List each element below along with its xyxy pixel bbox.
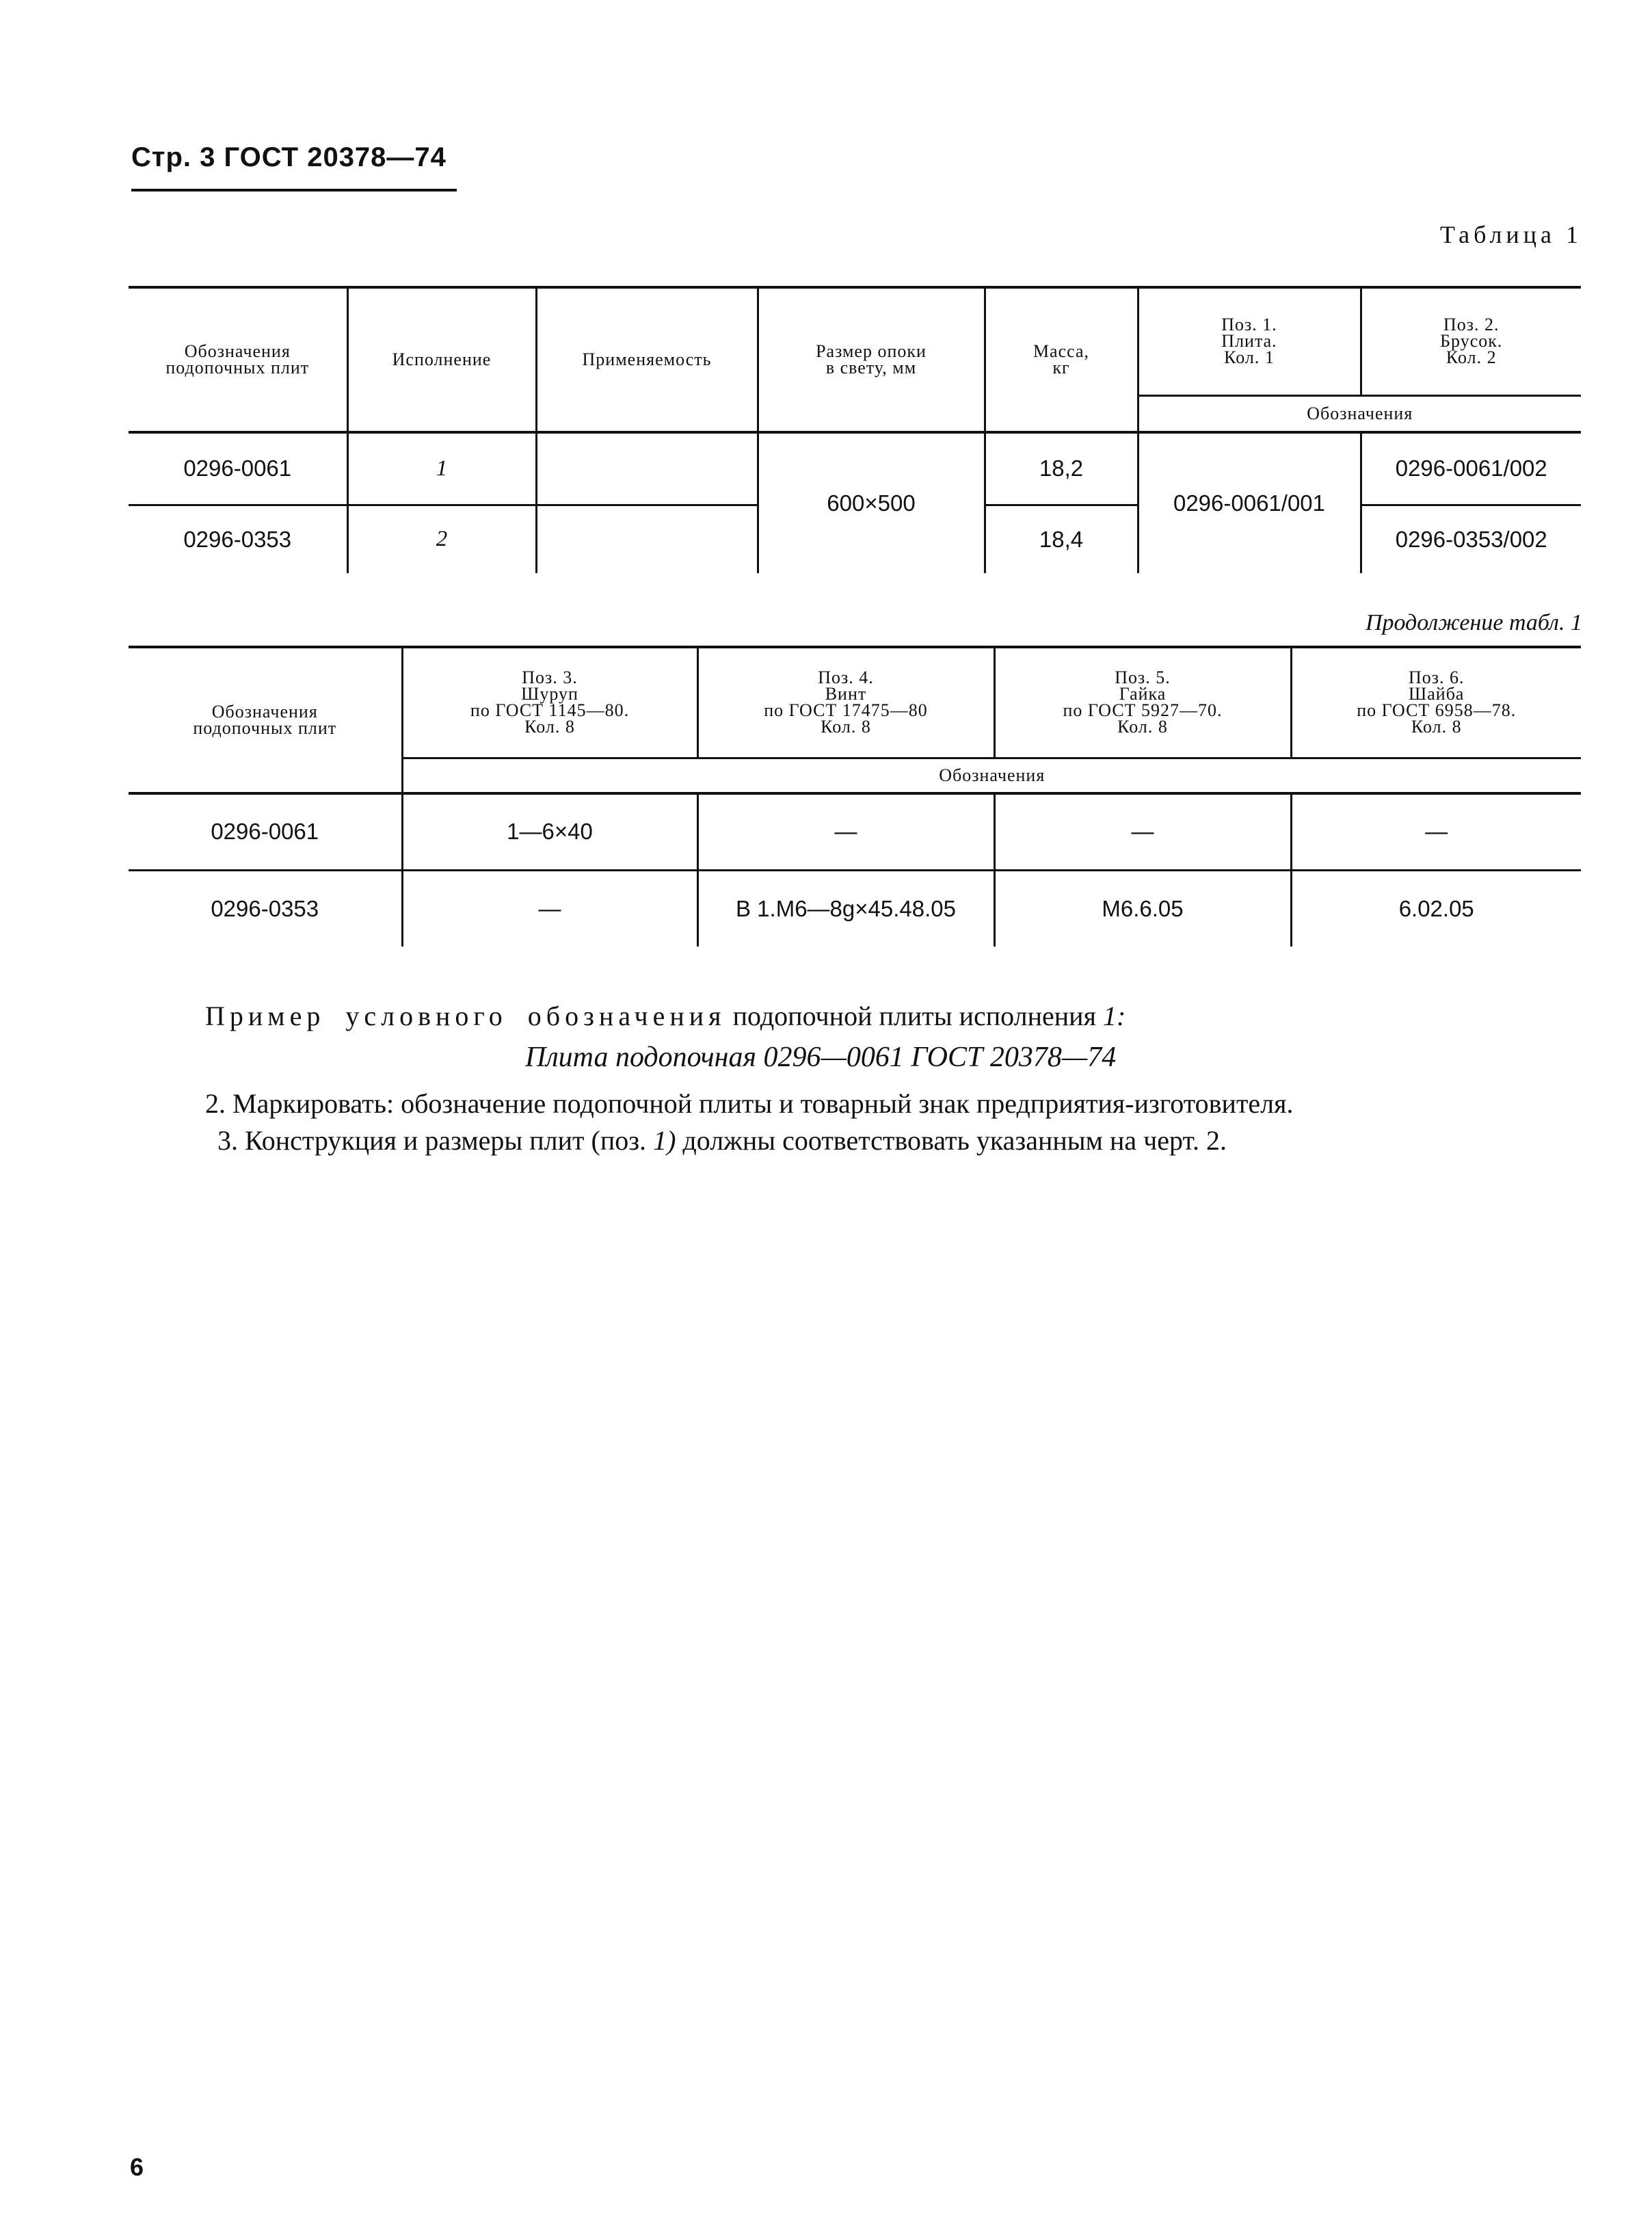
t1-header-applicability: Применяемость: [536, 287, 758, 432]
t1-header-execution: Исполнение: [347, 287, 536, 432]
t2-row2-pos6: 6.02.05: [1398, 895, 1474, 921]
t1-row1-mass: 18,2: [985, 432, 1138, 505]
table2: [129, 646, 1581, 947]
paragraph-2: 2. Маркировать: обозначение подопочной плиты и товарный знак предприятия-изготовителя.: [205, 1088, 1294, 1119]
example-number: 1:: [1102, 1001, 1126, 1031]
t2-row1-pos5: —: [994, 793, 1291, 870]
paragraph-3-start: 3. Конструкция и размеры плит (поз.: [217, 1125, 647, 1156]
t2-header-pos6: Поз. 6. Шайба по ГОСТ 6958—78. Кол. 8: [1291, 647, 1581, 758]
paragraph-3-end: должны соответствовать указанным на черт. 2.: [682, 1125, 1227, 1156]
t2-row2-designation: 0296-0353: [129, 870, 402, 947]
paragraph-3: [217, 1124, 1227, 1157]
t2-header-designation: Обозначения подопочных плит: [129, 647, 402, 793]
t1-pos1: 0296-0061/001: [1138, 432, 1361, 573]
t1-header-pos2: Поз. 2. Брусок. Кол. 2: [1361, 287, 1581, 395]
t1-header-designations: Обозначения: [1138, 395, 1581, 432]
example-intro: [205, 1000, 1125, 1032]
t2-header-pos5: Поз. 5. Гайка по ГОСТ 5927—70. Кол. 8: [994, 647, 1291, 758]
example-word-1: Пример: [205, 1001, 325, 1031]
t1-row2-applicability: [536, 505, 758, 573]
t1-row1-applicability: [536, 432, 758, 505]
t2-row2-pos3: —: [402, 870, 697, 947]
t2-row2-pos4: В 1.М6—8g×45.48.05: [697, 870, 994, 947]
table1-caption: Таблица 1: [1440, 221, 1582, 248]
t1-header-mass: Масса, кг: [985, 287, 1138, 432]
t1-row2-designation: 0296-0353: [129, 505, 347, 573]
t1-header-designation: Обозначения подопочных плит: [129, 287, 347, 432]
t2-row1-pos6: —: [1291, 793, 1581, 870]
t1-row2-mass: 18,4: [985, 505, 1138, 573]
t1-header-pos1: Поз. 1. Плита. Кол. 1: [1138, 287, 1361, 395]
t1-row2-pos2: 0296-0353/002: [1395, 526, 1547, 552]
t2-row2-pos5: М6.6.05: [994, 870, 1291, 947]
table2-caption: Продолжение табл. 1: [1365, 610, 1582, 635]
t2-header-pos3: Поз. 3. Шуруп по ГОСТ 1145—80. Кол. 8: [402, 647, 697, 758]
t1-flask-size: 600×500: [758, 432, 985, 573]
example-code: Плита подопочная 0296—0061 ГОСТ 20378—74: [525, 1042, 1117, 1073]
t2-header-pos4: Поз. 4. Винт по ГОСТ 17475—80 Кол. 8: [697, 647, 994, 758]
page-header: Стр. 3 ГОСТ 20378—74: [131, 142, 447, 172]
example-word-3: обозначения: [527, 1001, 726, 1031]
t1-row1-pos2: 0296-0061/002: [1361, 432, 1581, 505]
t2-row1-pos4: —: [697, 793, 994, 870]
example-rest: подопочной плиты исполнения: [732, 1001, 1096, 1031]
example-word-2: условного: [345, 1001, 507, 1031]
t1-row1-execution: 1: [347, 432, 536, 505]
t2-row1-designation: 0296-0061: [129, 793, 402, 870]
t2-row1-pos3: 1—6×40: [402, 793, 697, 870]
header-rule: [131, 189, 457, 191]
table1: [129, 286, 1581, 573]
paragraph-3-pos: 1): [653, 1125, 676, 1156]
t2-header-designations: Обозначения: [402, 758, 1581, 793]
t1-row1-designation: 0296-0061: [129, 432, 347, 505]
page-number: 6: [130, 2153, 144, 2181]
t1-header-flask-size: Размер опоки в свету, мм: [758, 287, 985, 432]
t1-row2-execution: 2: [347, 505, 536, 573]
